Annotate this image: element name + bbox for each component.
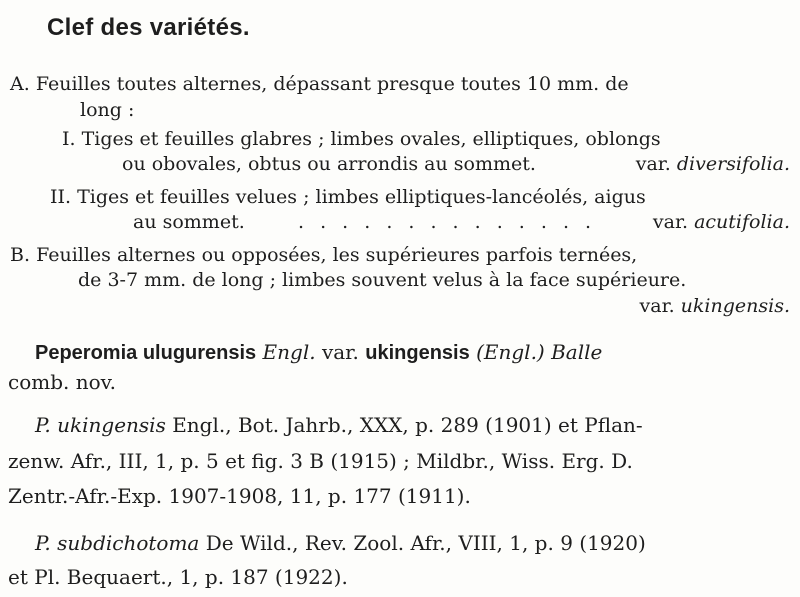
key-a-ii-line-1: [50, 185, 646, 209]
species-var-name: ukingensis: [365, 342, 470, 364]
key-a-i-var-name: diversifolia.: [676, 153, 790, 175]
key-a-text-1: Feuilles toutes alternes, dépassant presque toutes 10 mm. de: [35, 73, 629, 95]
key-a-ii-line-2: [133, 210, 790, 234]
key-a-ii-text-1: Tiges et feuilles velues ; limbes elliptiques-lancéolés, aigus: [77, 186, 646, 208]
synonym-2-line-2: et Pl. Bequaert., 1, p. 187 (1922).: [8, 565, 348, 589]
key-a-line-1: [10, 72, 629, 96]
key-b-line-1: [10, 243, 637, 267]
key-b-variety: [620, 294, 790, 318]
synonym-1-text-1: Engl., Bot. Jahrb., XXX, p. 289 (1901) et Pflan-: [172, 413, 643, 437]
synonym-1-line-1: [35, 413, 643, 437]
key-a-i-label: I.: [62, 128, 76, 150]
key-a-line-2: long :: [80, 99, 135, 121]
key-b-line-2: de 3-7 mm. de long ; limbes souvent velus à la face supérieure.: [78, 269, 687, 291]
key-a-ii-var-name: acutifolia.: [694, 211, 790, 233]
key-a-i-text-1: Tiges et feuilles glabres ; limbes ovales, elliptiques, oblongs: [81, 128, 661, 150]
key-a-i-line-1: [62, 127, 661, 151]
species-status: comb. nov.: [8, 370, 116, 394]
key-a-i-line-2: [122, 152, 790, 176]
key-a-ii-leader-dots: . . . . . . . . . . . . . .: [298, 211, 597, 233]
key-a-label: A.: [10, 73, 30, 95]
synonym-2-name: P. subdichotoma: [35, 531, 200, 555]
synonym-1-line-3: Zentr.-Afr.-Exp. 1907-1908, 11, p. 177 (1911).: [8, 484, 471, 508]
key-a-i-variety: [636, 152, 790, 176]
section-heading: Clef des variétés.: [47, 14, 250, 41]
synonym-1-name: P. ukingensis: [35, 413, 166, 437]
key-a-ii-text-2: au sommet.: [133, 211, 245, 233]
species-var-author: (Engl.) Balle: [476, 340, 603, 364]
key-b-label: B.: [10, 244, 31, 266]
key-a-ii-var-prefix: var.: [652, 211, 689, 233]
species-author: Engl.: [262, 340, 316, 364]
key-b-var-name: ukingensis.: [680, 295, 790, 317]
species-name: Peperomia ulugurensis: [35, 342, 257, 364]
synonym-1-line-2: zenw. Afr., III, 1, p. 5 et fig. 3 B (1915) ; Mildbr., Wiss. Erg. D.: [8, 449, 633, 473]
synonym-2-line-1: [35, 531, 646, 555]
species-title-line: [35, 340, 602, 365]
key-a-ii-label: II.: [50, 186, 72, 208]
key-b-var-prefix: var.: [639, 295, 675, 317]
species-var-prefix: var.: [321, 340, 359, 364]
key-a-i-text-2: ou obovales, obtus ou arrondis au sommet.: [122, 153, 536, 175]
key-b-text-1: Feuilles alternes ou opposées, les supérieures parfois ternées,: [36, 244, 638, 266]
synonym-2-text-1: De Wild., Rev. Zool. Afr., VIII, 1, p. 9 (1920): [205, 531, 646, 555]
key-a-ii-variety: [653, 210, 790, 234]
key-a-i-var-prefix: var.: [635, 153, 671, 175]
